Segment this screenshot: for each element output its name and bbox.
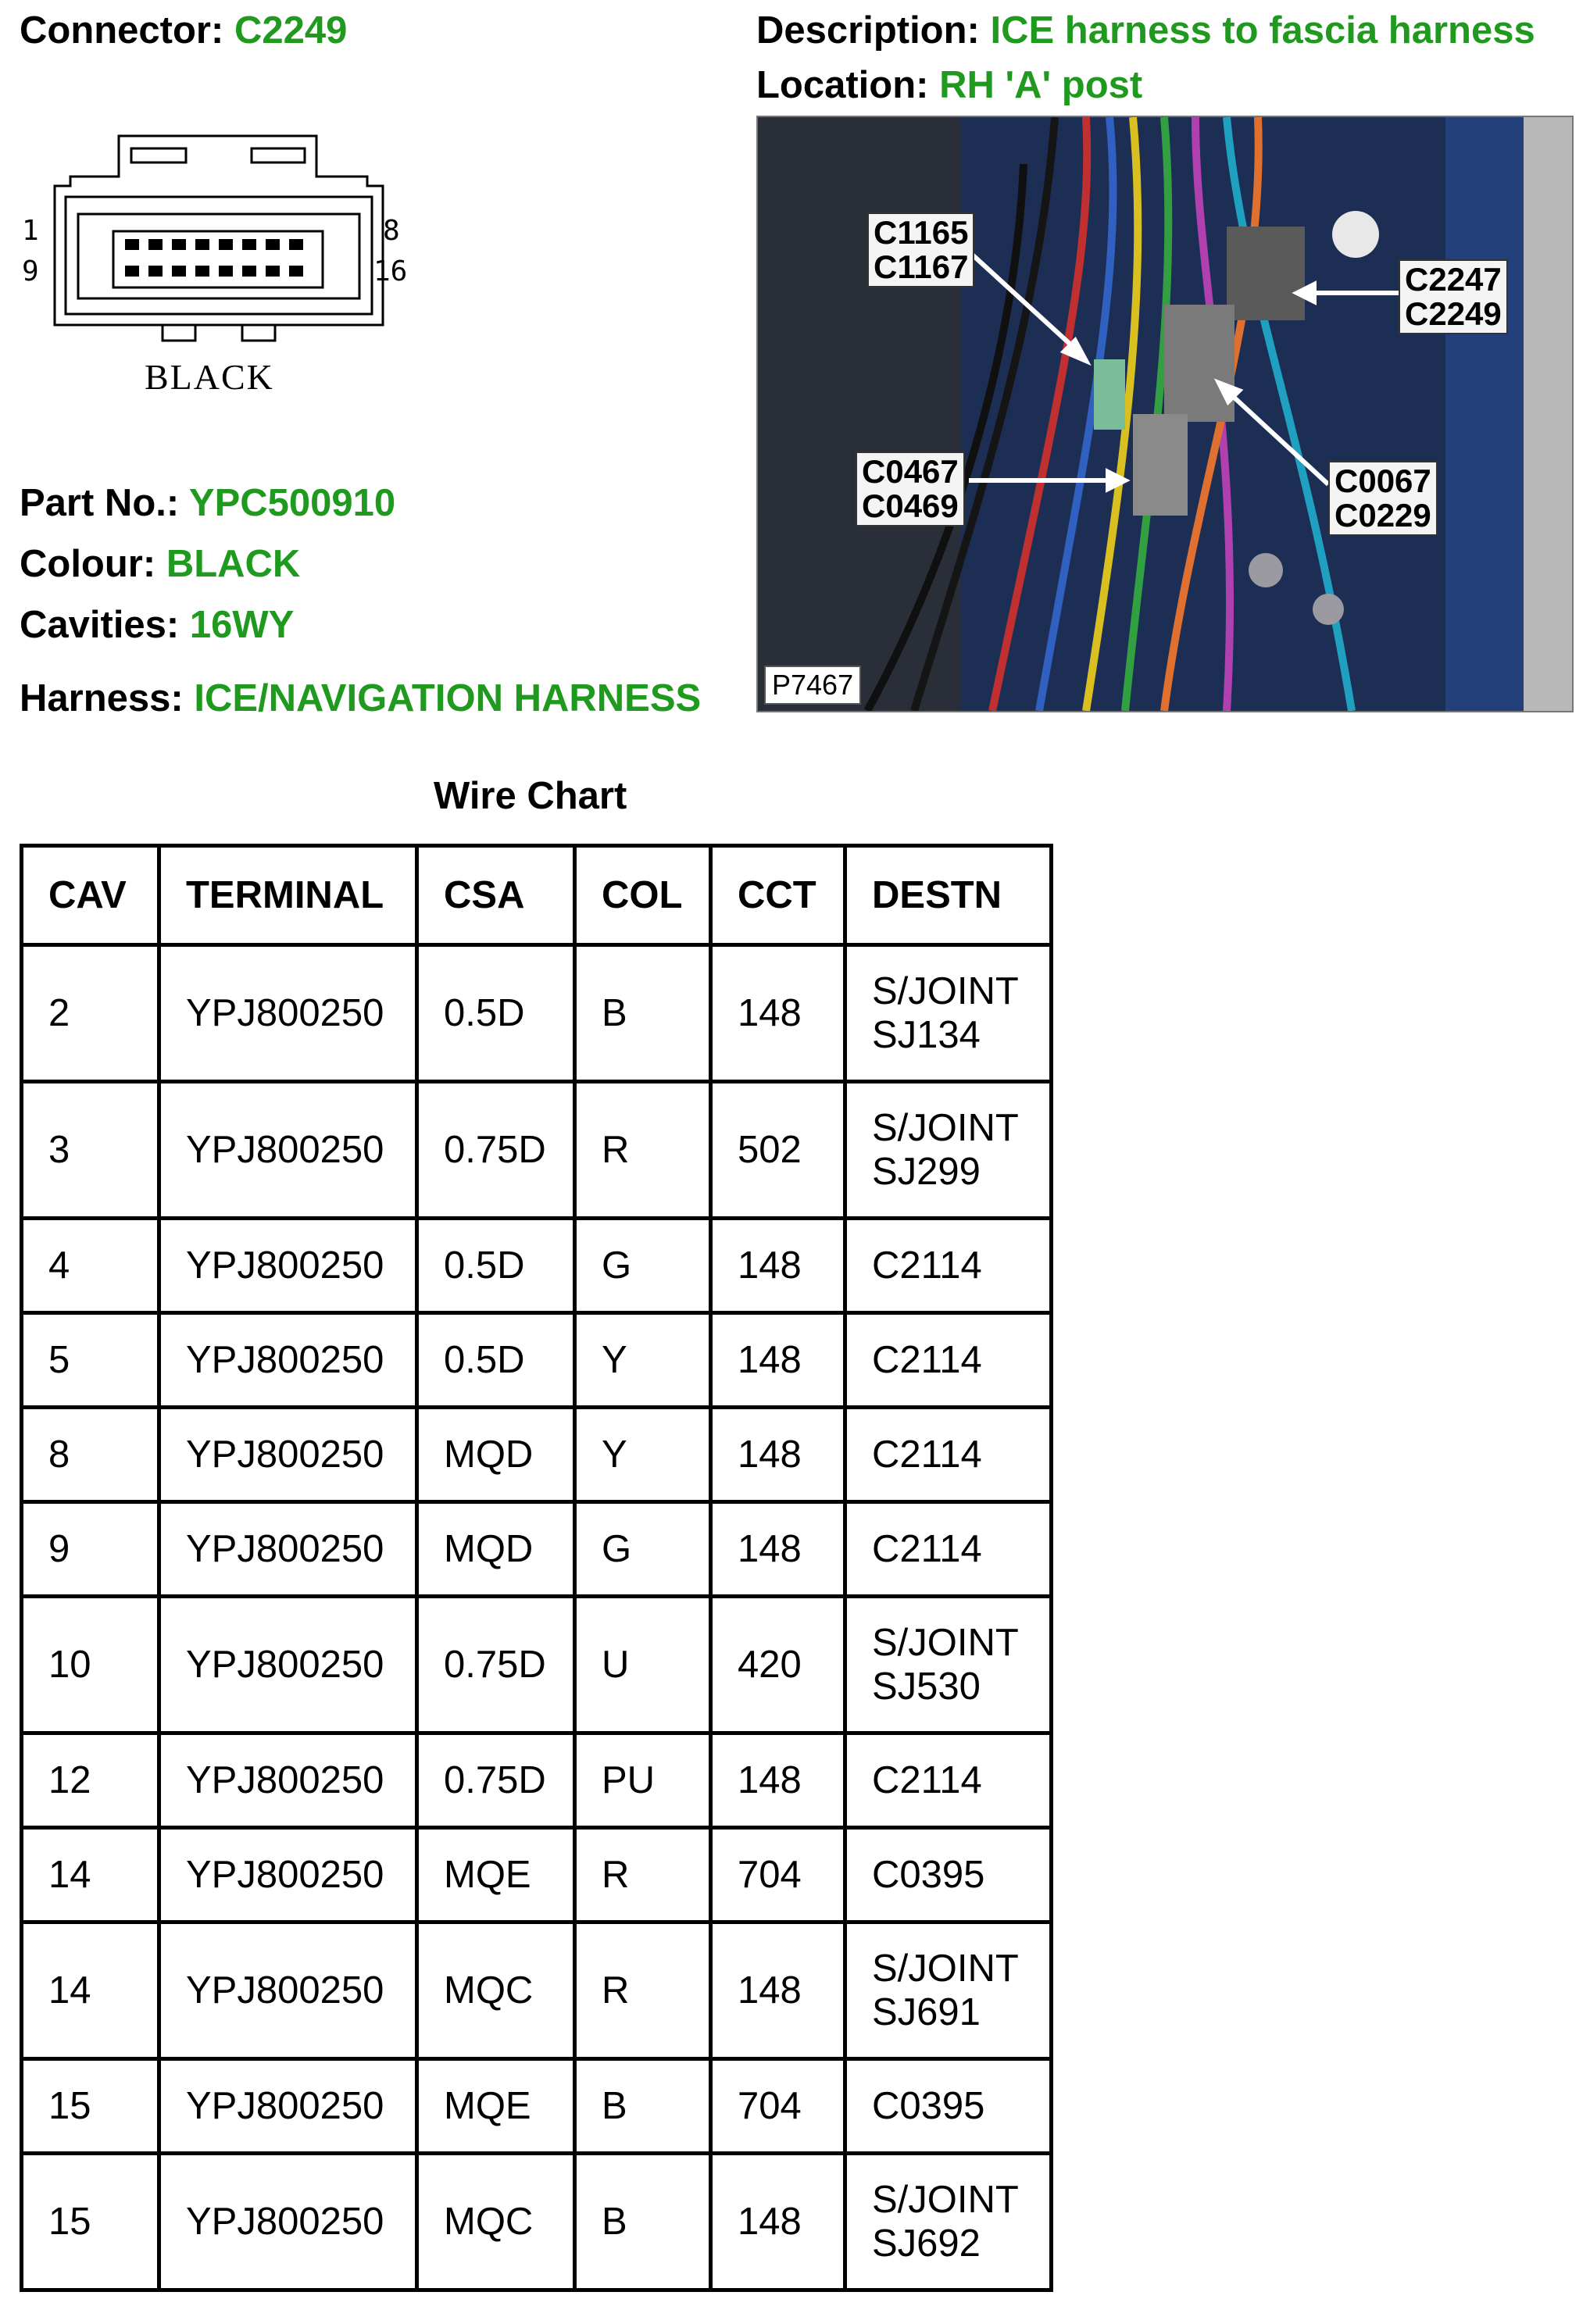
cell-destn [845, 1922, 1052, 2059]
cell-destn [845, 1082, 1052, 1219]
cell-csa: 0.75D [417, 1733, 575, 1828]
cavities-field [20, 606, 294, 644]
cell-csa: MQD [417, 1502, 575, 1597]
cell-cav: 12 [22, 1733, 159, 1828]
cell-destn-line: SJ691 [872, 1991, 981, 2033]
table-row [22, 2059, 1052, 2154]
cell-cav: 3 [22, 1082, 159, 1219]
cell-cav: 9 [22, 1502, 159, 1597]
location-label: Location: [756, 64, 929, 106]
connector-face-diagram [47, 131, 391, 342]
cell-destn [845, 2154, 1052, 2290]
cell-terminal: YPJ800250 [159, 1597, 417, 1733]
table-row [22, 1082, 1052, 1219]
cell-cct: 502 [711, 1082, 845, 1219]
cell-col: B [575, 2059, 711, 2154]
cell-destn: C2114 [845, 1502, 1052, 1597]
header-csa: CSA [417, 846, 575, 945]
cell-cct: 148 [711, 1502, 845, 1597]
photo-ref-id: P7467 [764, 666, 861, 705]
cell-csa: MQE [417, 2059, 575, 2154]
connector-label: Connector: [20, 9, 224, 52]
description-field [756, 9, 1535, 52]
table-row [22, 1408, 1052, 1502]
cell-col: Y [575, 1408, 711, 1502]
cell-csa: 0.75D [417, 1597, 575, 1733]
table-row [22, 1922, 1052, 2059]
table-row [22, 1502, 1052, 1597]
header-cav: CAV [22, 846, 159, 945]
cell-terminal: YPJ800250 [159, 1219, 417, 1313]
connector-field [20, 9, 348, 52]
wire-chart-table [20, 844, 1053, 2292]
cell-csa: 0.5D [417, 1313, 575, 1408]
cell-cct: 704 [711, 2059, 845, 2154]
cell-cav: 14 [22, 1828, 159, 1922]
cell-cct: 148 [711, 1733, 845, 1828]
wire-chart-body [22, 945, 1052, 2290]
location-photo [756, 116, 1574, 712]
cell-csa: 0.5D [417, 1219, 575, 1313]
table-row [22, 1828, 1052, 1922]
cell-terminal: YPJ800250 [159, 1828, 417, 1922]
cell-col: Y [575, 1313, 711, 1408]
colour-value: BLACK [166, 543, 301, 585]
callout-c2247: C2247 C2249 [1399, 259, 1508, 334]
cell-cct: 148 [711, 1408, 845, 1502]
connector-value: C2249 [234, 9, 348, 52]
cell-csa: MQE [417, 1828, 575, 1922]
colour-field [20, 545, 300, 584]
cell-csa: MQD [417, 1408, 575, 1502]
cell-cct: 704 [711, 1828, 845, 1922]
callout-c1165: C1165 C1167 [867, 212, 974, 287]
cell-terminal: YPJ800250 [159, 1922, 417, 2059]
table-row [22, 2154, 1052, 2290]
header-terminal: TERMINAL [159, 846, 417, 945]
location-field [756, 66, 1142, 105]
harness-field [20, 677, 702, 719]
cavities-value: 16WY [189, 604, 295, 646]
connector-color-label: BLACK [145, 357, 274, 397]
cell-destn [845, 945, 1052, 1082]
wire-chart-header-row [22, 846, 1052, 945]
photo-illustration [758, 117, 1572, 711]
cell-terminal: YPJ800250 [159, 2059, 417, 2154]
cell-col: R [575, 1922, 711, 2059]
cell-cav: 2 [22, 945, 159, 1082]
cell-col: G [575, 1502, 711, 1597]
cell-cav: 10 [22, 1597, 159, 1733]
cell-destn: C2114 [845, 1219, 1052, 1313]
cell-destn-line: S/JOINT [872, 2179, 1019, 2221]
cell-destn: C2114 [845, 1408, 1052, 1502]
cell-cct: 148 [711, 2154, 845, 2290]
table-row [22, 1219, 1052, 1313]
cell-col: PU [575, 1733, 711, 1828]
harness-label: Harness: [20, 677, 184, 719]
cell-destn-line: S/JOINT [872, 970, 1019, 1012]
cell-destn-line: SJ299 [872, 1151, 981, 1193]
cell-terminal: YPJ800250 [159, 1082, 417, 1219]
pin-label-9: 9 [22, 255, 39, 287]
cell-destn: C2114 [845, 1313, 1052, 1408]
cell-cav: 15 [22, 2154, 159, 2290]
cell-terminal: YPJ800250 [159, 1502, 417, 1597]
pin-label-8: 8 [383, 215, 400, 247]
cell-cav: 14 [22, 1922, 159, 2059]
cell-col: G [575, 1219, 711, 1313]
cell-col: R [575, 1828, 711, 1922]
cell-col: R [575, 1082, 711, 1219]
description-label: Description: [756, 9, 980, 52]
description-value: ICE harness to fascia harness [990, 9, 1535, 52]
wire-chart-title: Wire Chart [434, 775, 627, 817]
cell-cct: 148 [711, 1219, 845, 1313]
cell-cav: 4 [22, 1219, 159, 1313]
cell-destn: C0395 [845, 2059, 1052, 2154]
cell-destn: C0395 [845, 1828, 1052, 1922]
cell-destn-line: S/JOINT [872, 1947, 1019, 1990]
cell-terminal: YPJ800250 [159, 1408, 417, 1502]
cell-terminal: YPJ800250 [159, 945, 417, 1082]
cell-cav: 8 [22, 1408, 159, 1502]
cell-cct: 148 [711, 1922, 845, 2059]
cell-destn-line: S/JOINT [872, 1107, 1019, 1149]
table-row [22, 945, 1052, 1082]
callout-c0067: C0067 C0229 [1328, 461, 1438, 536]
pin-label-16: 16 [373, 255, 408, 287]
harness-value: ICE/NAVIGATION HARNESS [194, 677, 702, 719]
pin-label-1: 1 [22, 215, 39, 247]
part-no-field [20, 484, 395, 523]
header-cct: CCT [711, 846, 845, 945]
location-value: RH 'A' post [939, 64, 1143, 106]
table-row [22, 1597, 1052, 1733]
cell-destn-line: SJ692 [872, 2222, 981, 2265]
table-row [22, 1733, 1052, 1828]
callout-c0467: C0467 C0469 [856, 452, 965, 527]
cell-col: B [575, 945, 711, 1082]
cell-cct: 420 [711, 1597, 845, 1733]
cell-csa: 0.75D [417, 1082, 575, 1219]
cell-terminal: YPJ800250 [159, 1733, 417, 1828]
cell-terminal: YPJ800250 [159, 2154, 417, 2290]
cell-col: U [575, 1597, 711, 1733]
cell-cct: 148 [711, 1313, 845, 1408]
header-destn: DESTN [845, 846, 1052, 945]
cell-destn-line: SJ134 [872, 1014, 981, 1056]
cell-csa: MQC [417, 2154, 575, 2290]
cell-terminal: YPJ800250 [159, 1313, 417, 1408]
cell-destn [845, 1597, 1052, 1733]
cell-csa: 0.5D [417, 945, 575, 1082]
table-row [22, 1313, 1052, 1408]
header-col: COL [575, 846, 711, 945]
cavities-label: Cavities: [20, 604, 180, 646]
cell-cav: 15 [22, 2059, 159, 2154]
cell-destn: C2114 [845, 1733, 1052, 1828]
cell-csa: MQC [417, 1922, 575, 2059]
cell-destn-line: SJ530 [872, 1665, 981, 1708]
cell-destn-line: S/JOINT [872, 1622, 1019, 1664]
cell-col: B [575, 2154, 711, 2290]
cell-cav: 5 [22, 1313, 159, 1408]
colour-label: Colour: [20, 543, 156, 585]
part-no-label: Part No.: [20, 482, 180, 524]
cell-cct: 148 [711, 945, 845, 1082]
part-no-value: YPC500910 [188, 482, 396, 524]
